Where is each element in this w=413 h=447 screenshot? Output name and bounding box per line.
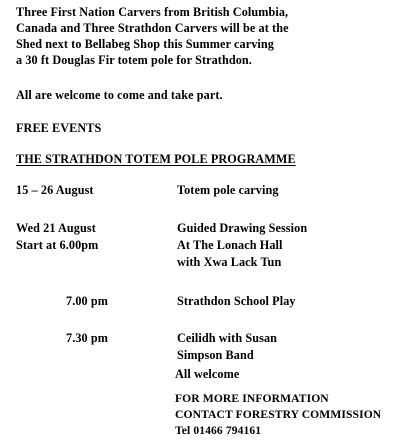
event-4-what-line-1: Ceilidh with Susan — [177, 331, 278, 345]
event-2-when-line-1: Wed 21 August — [16, 221, 96, 235]
programme-title: THE STRATHDON TOTEM POLE PROGRAMME — [16, 152, 296, 166]
all-welcome-text: All welcome — [175, 367, 240, 381]
free-events-label: FREE EVENTS — [16, 121, 102, 135]
event-1-when: 15 – 26 August — [16, 183, 94, 197]
contact-line-3: Tel 01466 794161 — [175, 424, 262, 437]
intro-line-1: Three First Nation Carvers from British Columbia, — [16, 5, 289, 19]
event-1-what: Totem pole carving — [177, 183, 279, 197]
event-3-when: 7.00 pm — [66, 294, 109, 308]
event-2-when-line-2: Start at 6.00pm — [16, 238, 99, 252]
welcome-text: All are welcome to come and take part. — [16, 88, 223, 102]
event-4-what-line-2: Simpson Band — [177, 348, 254, 362]
contact-line-1: FOR MORE INFORMATION — [175, 392, 329, 405]
event-2-what-line-1: Guided Drawing Session — [177, 221, 308, 235]
event-3-what: Strathdon School Play — [177, 294, 296, 308]
intro-line-3: Shed next to Bellabeg Shop this Summer carving — [16, 37, 274, 51]
event-2-what-line-2: At The Lonach Hall — [177, 238, 283, 252]
intro-line-4: a 30 ft Douglas Fir totem pole for Strathdon. — [16, 53, 252, 67]
event-2-what-line-3: with Xwa Lack Tun — [177, 255, 282, 269]
intro-line-2: Canada and Three Strathdon Carvers will be at the — [16, 21, 289, 35]
contact-line-2: CONTACT FORESTRY COMMISSION — [175, 408, 382, 421]
event-4-when: 7.30 pm — [66, 331, 109, 345]
